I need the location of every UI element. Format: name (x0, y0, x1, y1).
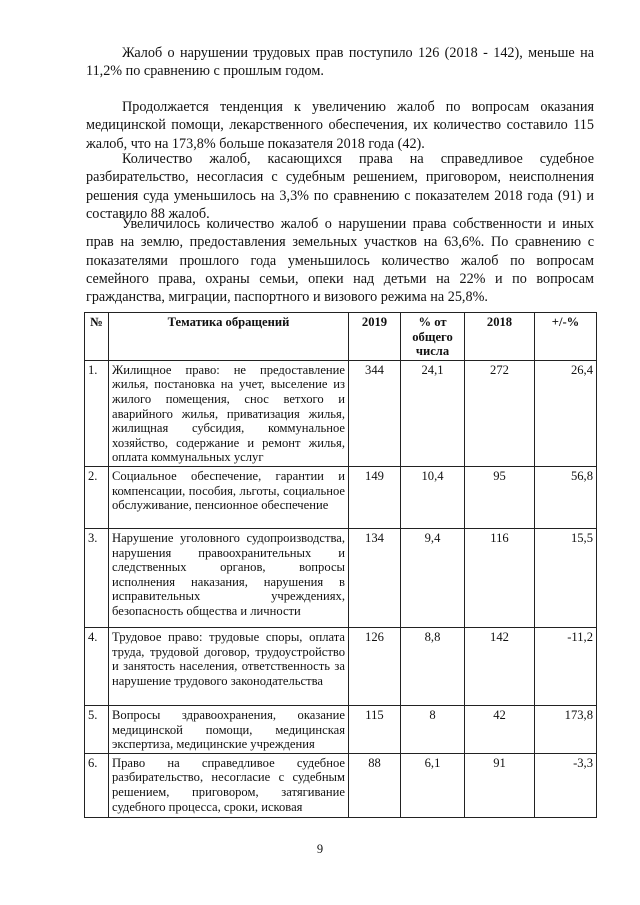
row-2018-value: 116 (465, 528, 535, 627)
header-change: +/-% (535, 313, 597, 361)
row-number: 2. (85, 466, 109, 528)
row-percent-value: 6,1 (401, 753, 465, 817)
row-2019-value: 134 (349, 528, 401, 627)
row-2019-value: 149 (349, 466, 401, 528)
row-number: 3. (85, 528, 109, 627)
table-row (85, 627, 597, 705)
row-number: 6. (85, 753, 109, 817)
row-topic: Социальное обеспечение, гарантии и компенсации, пособия, льготы, социальное обслуживание, пенсионное обеспечение (109, 466, 349, 528)
row-topic: Вопросы здравоохранения, оказание медицинской помощи, медицинская экспертиза, медицинские учреждения (109, 705, 349, 753)
row-topic: Трудовое право: трудовые споры, оплата труда, трудовой договор, трудоустройство и занятость населения, ответственность за нарушение трудового законодательства (109, 627, 349, 705)
table-row (85, 528, 597, 627)
header-2018: 2018 (465, 313, 535, 361)
row-percent-value: 8,8 (401, 627, 465, 705)
row-topic: Жилищное право: не предоставление жилья, постановка на учет, выселение из жилого помещения, снос ветхого и аварийного жилья, приватизация жилья, жилищная субсидия, коммунальное хозяйство, содержание и ремонт жилья, оплата коммунальных услуг (109, 360, 349, 466)
row-change-value: 56,8 (535, 466, 597, 528)
row-topic: Нарушение уголовного судопроизводства, нарушения правоохранительных и следственных органов, вопросы исполнения наказания, нарушения в исправительных учреждениях, безопасность общества и личности (109, 528, 349, 627)
page-number: 9 (316, 842, 324, 856)
table-header-row (85, 313, 597, 361)
header-number: № (85, 313, 109, 361)
row-2019-value: 88 (349, 753, 401, 817)
paragraph-medical-care: Продолжается тенденция к увеличению жалоб по вопросам оказания медицинской помощи, лекарственного обеспечения, их количество составило 115 жалоб, что на 173,8% больше показателя 2018 года (42). (86, 99, 594, 152)
row-number: 4. (85, 627, 109, 705)
paragraph-fair-trial: Количество жалоб, касающихся права на справедливое судебное разбирательство, несогласия с судебным решением, приговором, неисполнения решения суда уменьшилось на 3,3% по сравнению с показателем 2018 года (91) и составило 88 жалоб. (86, 151, 594, 222)
row-percent-value: 9,4 (401, 528, 465, 627)
row-2019-value: 115 (349, 705, 401, 753)
paragraph-labor-rights: Жалоб о нарушении трудовых прав поступило 126 (2018 - 142), меньше на 11,2% по сравнению с прошлым годом. (86, 45, 594, 80)
row-number: 5. (85, 705, 109, 753)
row-percent-value: 8 (401, 705, 465, 753)
row-number: 1. (85, 360, 109, 466)
row-2018-value: 95 (465, 466, 535, 528)
header-topic: Тематика обращений (109, 313, 349, 361)
row-change-value: -11,2 (535, 627, 597, 705)
row-2018-value: 272 (465, 360, 535, 466)
row-percent-value: 24,1 (401, 360, 465, 466)
row-2018-value: 42 (465, 705, 535, 753)
table-row (85, 753, 597, 817)
header-2019: 2019 (349, 313, 401, 361)
row-change-value: 26,4 (535, 360, 597, 466)
row-change-value: 15,5 (535, 528, 597, 627)
paragraph-property-and-family: Увеличилось количество жалоб о нарушении права собственности и иных прав на землю, предоставления земельных участков на 63,6%. По сравнению с показателями прошлого года уменьшилось количество жалоб по вопросам семейного права, охраны семьи, опеки над детьми на 22% и по вопросам гражданства, миграции, паспортного и визового режима на 25,8%. (86, 216, 594, 306)
table-row (85, 360, 597, 466)
row-change-value: -3,3 (535, 753, 597, 817)
table-row (85, 705, 597, 753)
row-2019-value: 344 (349, 360, 401, 466)
header-percent: % от общего числа (401, 313, 465, 361)
table-row (85, 466, 597, 528)
row-2019-value: 126 (349, 627, 401, 705)
row-2018-value: 142 (465, 627, 535, 705)
complaints-table (84, 312, 597, 818)
row-2018-value: 91 (465, 753, 535, 817)
row-change-value: 173,8 (535, 705, 597, 753)
row-topic: Право на справедливое судебное разбирательство, несогласие с судебным решением, приговором, затягивание судебного процесса, сроки, исковая (109, 753, 349, 817)
row-percent-value: 10,4 (401, 466, 465, 528)
